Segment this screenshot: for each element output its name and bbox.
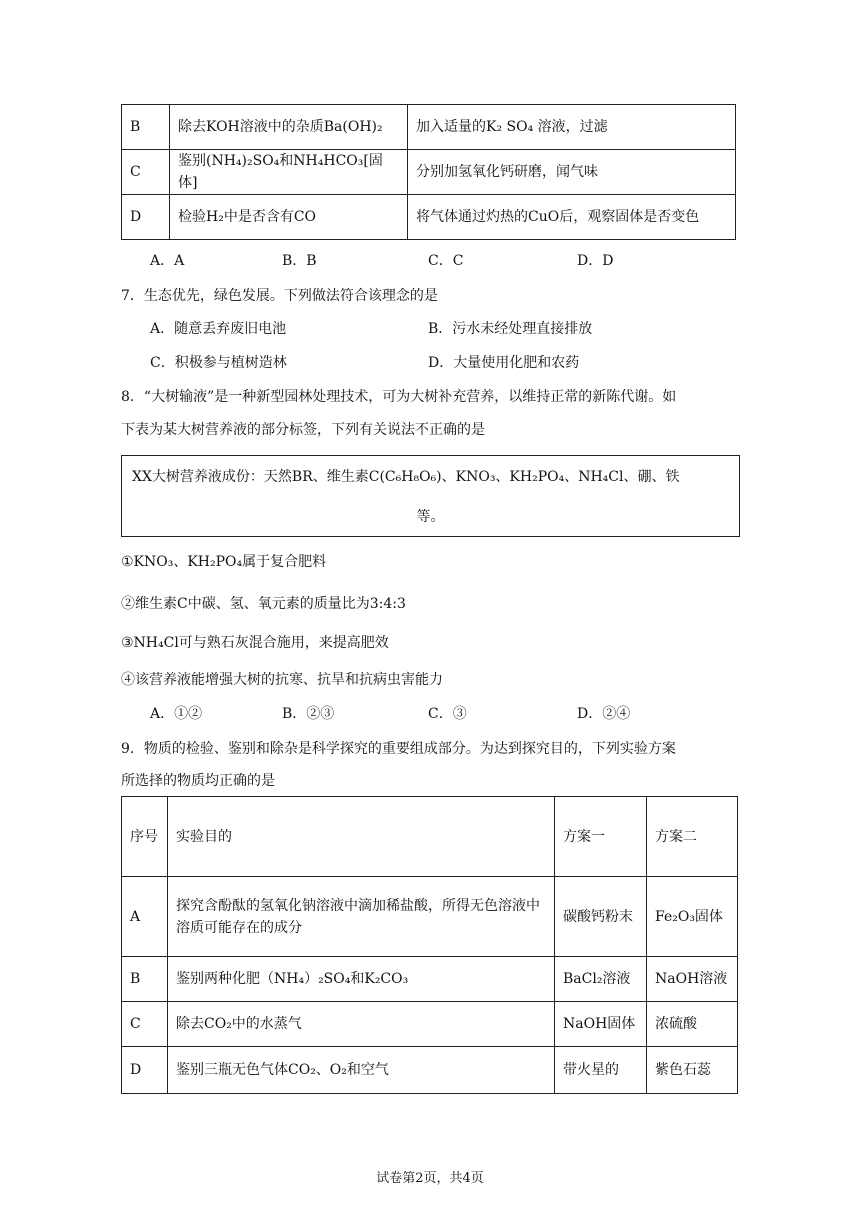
row-plan2: 紫色石蕊 <box>647 1047 738 1094</box>
row-purpose: 除去KOH溶液中的杂质Ba(OH)₂ <box>170 105 408 150</box>
row-purpose: 除去CO₂中的水蒸气 <box>168 1002 555 1047</box>
row-id: C <box>122 1002 168 1047</box>
q8-option-c: C．③ <box>428 706 467 722</box>
page-footer: 试卷第2页，共4页 <box>376 1171 484 1186</box>
q7-option-c: C．积极参与植树造林 <box>150 355 287 371</box>
q8-statement-1: ①KNO₃、KH₂PO₄属于复合肥料 <box>121 554 327 570</box>
q9-stem-line1: 9．物质的检验、鉴别和除杂是科学探究的重要组成部分。为达到探究目的，下列实验方案 <box>121 741 676 757</box>
q6-option-d: D．D <box>577 253 614 269</box>
row-purpose: 鉴别(NH₄)₂SO₄和NH₄HCO₃[固体] <box>170 150 408 195</box>
header-purpose: 实验目的 <box>168 797 555 877</box>
table-row <box>122 150 736 195</box>
row-plan1: 碳酸钙粉末 <box>555 877 647 957</box>
header-plan2: 方案二 <box>647 797 738 877</box>
table-row <box>122 877 738 957</box>
header-seq: 序号 <box>122 797 168 877</box>
q8-option-d: D．②④ <box>577 706 631 722</box>
table-row <box>122 195 736 240</box>
row-id: D <box>122 1047 168 1094</box>
row-id: D <box>122 195 170 240</box>
q7-option-a: A．随意丢弃废旧电池 <box>150 321 287 337</box>
row-plan1: 带火星的 <box>555 1047 647 1094</box>
row-method: 分别加氢氧化钙研磨，闻气味 <box>408 150 736 195</box>
q8-option-a: A．①② <box>150 706 203 722</box>
q8-statement-2: ②维生素C中碳、氢、氧元素的质量比为3:4:3 <box>121 596 406 612</box>
row-plan1: BaCl₂溶液 <box>555 957 647 1002</box>
row-id: A <box>122 877 168 957</box>
q8-statement-3: ③NH₄Cl可与熟石灰混合施用，来提高肥效 <box>121 635 389 651</box>
row-plan2: 浓硫酸 <box>647 1002 738 1047</box>
q6-option-b: B．B <box>282 253 317 269</box>
q9-stem-line2: 所选择的物质均正确的是 <box>121 773 275 789</box>
q8-stem-line2: 下表为某大树营养液的部分标签，下列有关说法不正确的是 <box>121 422 485 438</box>
row-id: C <box>122 150 170 195</box>
table-row <box>122 105 736 150</box>
q8-stem-line1: 8．“大树输液”是一种新型园林处理技术，可为大树补充营养，以维持正常的新陈代谢。如 <box>121 389 677 405</box>
question-6-table <box>121 104 736 240</box>
row-method: 将气体通过灼热的CuO后，观察固体是否变色 <box>408 195 736 240</box>
question-9-table <box>121 796 738 1094</box>
row-purpose: 鉴别两种化肥（NH₄）₂SO₄和K₂CO₃ <box>168 957 555 1002</box>
table-row <box>122 1047 738 1094</box>
q8-statement-4: ④该营养液能增强大树的抗寒、抗旱和抗病虫害能力 <box>121 672 443 688</box>
q7-option-b: B．污水未经处理直接排放 <box>428 321 593 337</box>
label-box <box>121 455 740 537</box>
q7-stem: 7．生态优先，绿色发展。下列做法符合该理念的是 <box>121 288 438 304</box>
label-box-line1: XX大树营养液成份：天然BR、维生素C(C₆H₈O₆)、KNO₃、KH₂PO₄、NH₄Cl、硼、铁 <box>132 469 680 485</box>
q6-option-a: A．A <box>150 253 185 269</box>
row-plan2: NaOH溶液 <box>647 957 738 1002</box>
row-plan2: Fe₂O₃固体 <box>647 877 738 957</box>
table-row <box>122 1002 738 1047</box>
q6-option-c: C．C <box>428 253 464 269</box>
row-method: 加入适量的K₂ SO₄ 溶液，过滤 <box>408 105 736 150</box>
table-header-row <box>122 797 738 877</box>
table-row <box>122 957 738 1002</box>
q7-option-d: D．大量使用化肥和农药 <box>428 355 580 371</box>
q8-option-b: B．②③ <box>282 706 335 722</box>
row-plan1: NaOH固体 <box>555 1002 647 1047</box>
row-id: B <box>122 957 168 1002</box>
row-id: B <box>122 105 170 150</box>
row-purpose: 检验H₂中是否含有CO <box>170 195 408 240</box>
label-box-line2: 等。 <box>416 509 445 525</box>
row-purpose: 探究含酚酞的氢氧化钠溶液中滴加稀盐酸，所得无色溶液中溶质可能存在的成分 <box>168 877 555 957</box>
header-plan1: 方案一 <box>555 797 647 877</box>
row-purpose: 鉴别三瓶无色气体CO₂、O₂和空气 <box>168 1047 555 1094</box>
